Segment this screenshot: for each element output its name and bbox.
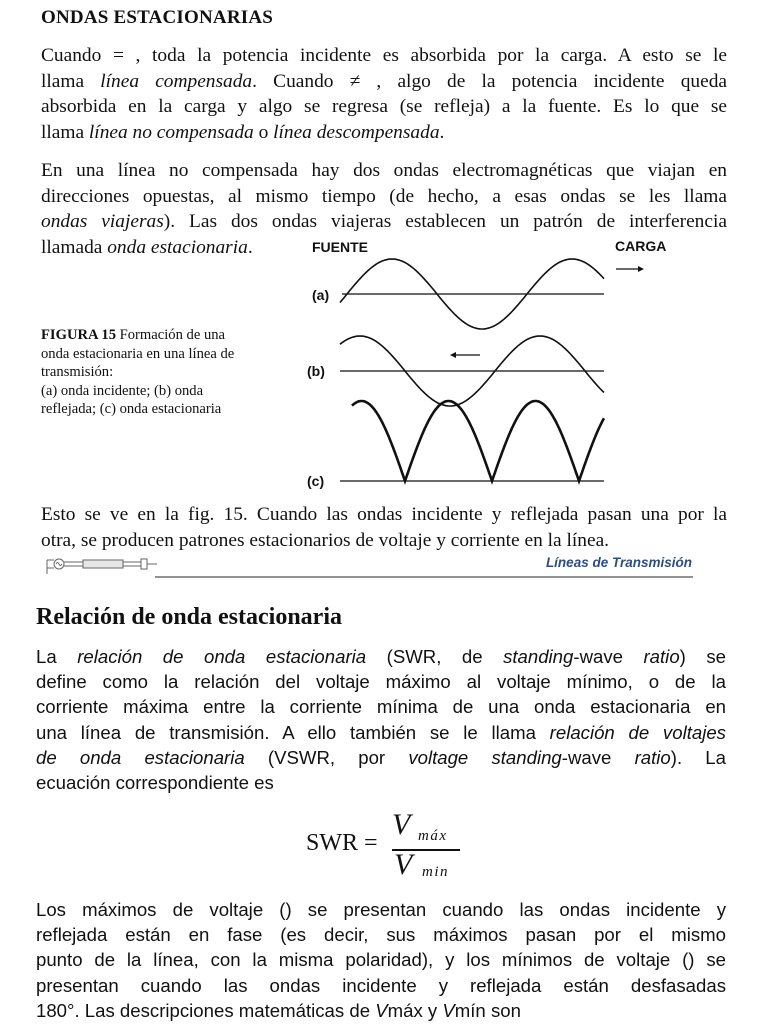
figure-number: FIGURA 15 [41,327,116,343]
emphasis: V [442,999,455,1021]
label-source: FUENTE [312,239,368,255]
text-run: o [253,121,274,143]
text-line [41,120,727,146]
text-run: La [36,646,78,667]
swr-equation [306,808,506,888]
text-run: . Cuando ≠ , algo de la potencia incidente queda [252,70,728,92]
text-line: Cuando = , toda la potencia incidente es absorbida por la carga. A esto se le [41,45,727,66]
text-run: (VSWR, por [244,746,409,768]
label-a: (a) [312,287,330,303]
emphasis: ondas viajeras [41,211,164,232]
text-run: (a) onda incidente; (b) onda [41,382,204,399]
emphasis: relación de onda estacionaria [77,646,367,667]
paragraph-voltage-max-min [36,897,726,1023]
emphasis: línea no compensada [88,121,254,143]
text-run: ). La [670,746,726,768]
paragraph-traveling-waves [41,158,727,235]
emphasis: línea descompensada [273,121,440,143]
banner-title: Líneas de Transmisión [545,555,692,570]
transmission-line-icon [47,559,157,574]
emphasis: standing [503,646,574,667]
text-run: ). Las dos ondas viajeras establecen un patrón de interferencia [163,211,727,232]
equation-denominator-subscript: min [422,864,449,880]
text-line: ecuación correspondiente es [36,772,274,794]
text-run: onda estacionaria en una línea de [41,345,235,362]
emphasis: V [375,999,388,1021]
equation-lhs: SWR = [306,830,378,856]
text-run: mín son [454,999,521,1021]
text-run: ) se [679,646,726,667]
text-line [41,209,727,235]
section-title: Relación de onda estacionaria [36,604,342,630]
text-line [36,644,726,669]
emphasis: ratio [643,646,680,667]
standing-wave [352,401,604,481]
text-run: llamada [41,237,108,258]
arrow-left-icon [450,352,480,358]
emphasis: onda estacionaria [107,237,248,258]
text-line: Esto se ve en la fig. 15. Cuando las ondas incidente y reflejada pasan una por la [41,504,727,525]
text-line: Los máximos de voltaje () se presentan cuando las ondas incidente y [36,899,726,920]
text-run: (SWR, de [366,646,504,667]
equation-numerator-subscript: máx [418,828,448,844]
text-line [36,998,726,1023]
text-run: llama [41,121,89,143]
figure-caption [41,326,281,419]
text-line: otra, se producen patrones estacionarios de voltaje y corriente en la línea. [41,529,610,551]
text-line: corriente máxima entre la corriente mínima de una onda estacionaria en [36,696,726,718]
emphasis: relación de voltajes [549,721,726,743]
emphasis: voltage standing [408,746,562,768]
text-run: llama [41,70,101,92]
emphasis: de onda estacionaria [36,746,245,768]
text-run: -wave [573,646,644,667]
text-line: En una línea no compensada hay dos ondas electromagnéticas que viajan en [41,160,727,181]
equation-numerator: V [392,808,411,841]
emphasis: línea compensada [100,70,253,92]
label-c: (c) [307,473,325,489]
text-line: direcciones opuestas, al mismo tiempo (de hecho, a esas ondas se les llama [41,185,727,207]
text-run: 180°. Las descripciones matemáticas de [36,999,376,1021]
paragraph-swr-definition [36,644,726,795]
paragraph-compensated-line [41,43,727,145]
standing-wave-figure [300,234,690,496]
text-line: absorbida en la carga y algo se regresa (se refleja) a la fuente. Es lo que se [41,96,727,117]
text-line: punto de la línea, con la misma polaridad), y los mínimos de voltaje () se [36,949,726,971]
arrow-right-icon [616,266,644,272]
text-run: . [439,121,445,143]
text-run: reflejada; (c) onda estacionaria [41,401,222,417]
text-line [36,720,726,745]
equation-denominator: V [394,848,413,881]
text-line: define como la relación del voltaje máximo al voltaje mínimo, o de la [36,671,726,693]
text-line [41,69,727,95]
text-run: transmisión: [41,364,114,380]
text-line: reflejada están en fase (es decir, sus máximos pasan por el mismo [36,924,726,946]
label-b: (b) [307,363,325,379]
paragraph-figure-reference [41,502,727,553]
text-run: una línea de transmisión. A ello también se le llama [36,721,550,743]
label-load: CARGA [615,238,667,254]
text-run: -wave [561,746,635,768]
text-line [41,235,253,261]
text-run: Formación de una [116,327,226,343]
section-title: ONDAS ESTACIONARIAS [41,7,274,28]
text-run: . [247,237,253,258]
text-run: máx y [387,999,443,1021]
text-line [36,745,726,770]
text-line: presentan cuando las ondas incidente y reflejada están desfasadas [36,974,726,996]
emphasis: ratio [634,746,671,768]
